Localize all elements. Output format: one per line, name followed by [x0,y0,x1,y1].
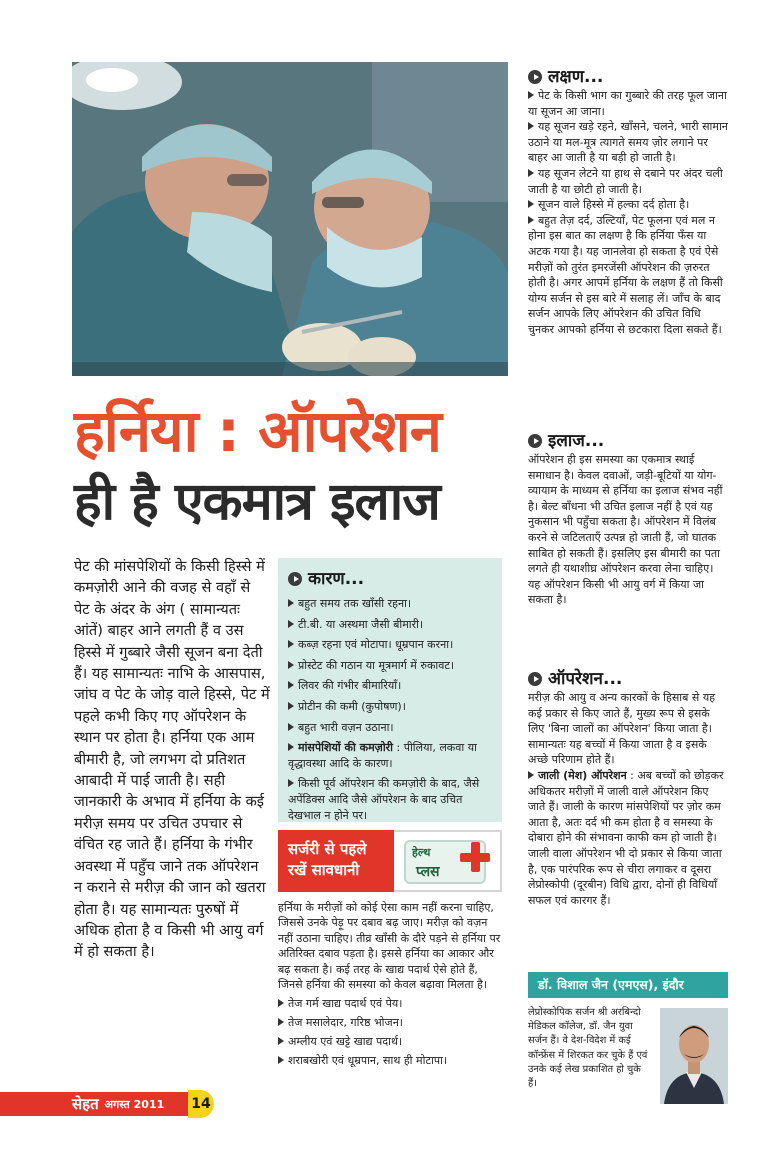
mesh-operation-paragraph [528,768,728,908]
surgeons-photo [72,62,508,376]
causes-box [278,558,502,822]
symptom-item [528,88,728,119]
precautions-list [278,996,502,1068]
red-cross-icon [460,842,490,872]
list-item [288,678,494,694]
symptom-text: यह सूजन लेटने या हाथ से दबाने पर अंदर चली जाती है या छोटी हो जाती है। [528,166,723,196]
page-number: 14 [188,1090,214,1118]
bullet-triangle-icon [528,122,534,130]
operation-heading [528,668,728,690]
treatment-heading [528,430,728,452]
treatment-title: इलाज... [548,431,605,451]
author-name: डॉ. विशाल जैन (एमएस), इंदौर [528,972,728,998]
list-item-text: तेज मसालेदार, गरिष्ठ भोजन। [288,1016,403,1030]
operation-title: ऑपरेशन... [548,669,623,689]
list-item [288,720,494,736]
precaution-banner [278,830,502,892]
bullet-triangle-icon [528,200,534,208]
symptom-text: पेट के किसी भाग का गुब्बारे की तरह फूल जाना या सूजन आ जाना। [528,89,727,118]
list-item-text: बहुत समय तक खाँसी रहना। [298,597,412,610]
bullet-triangle-icon [288,661,294,669]
symptoms-section [528,66,728,338]
symptom-item [528,213,728,338]
play-circle-icon [528,70,542,84]
list-item-text: लिवर की गंभीर बीमारियाँ। [298,679,402,693]
precautions-section [278,900,502,1072]
author-photo [660,1008,728,1104]
banner-title-line-1: सर्जरी से पहले [288,840,367,858]
list-item-text: शराबखोरी एवं धूम्रपान, साथ ही मोटापा। [288,1054,448,1068]
author-bio: लेप्रोस्कोपिक सर्जन श्री अरबिन्दो मेडिकल कॉलेज, डॉ. जैन युवा सर्जन हैं। वे देश-विदेश में कई कॉन्फ्रेंस में शिरकत कर चुके हैं एवं उनके कई लेख प्रकाशित हो चुके हैं। [528,1007,648,1090]
list-item-text: : पीलिया, लकवा या वृद्धावस्था आदि के कारण। [288,741,477,770]
play-circle-icon [528,672,542,686]
symptom-item [528,119,728,166]
bullet-triangle-icon [288,599,294,607]
bullet-triangle-icon [278,999,284,1007]
bullet-triangle-icon [528,91,534,99]
health-plus-logo [394,830,502,892]
bullet-triangle-icon [528,169,534,177]
mesh-operation-text: : अब बच्चों को छोड़कर अधिकतर मरीज़ों में जाली वाले ऑपरेशन किए जाते हैं। जाली के कारण मांसपेशियों पर ज़ोर कम आता है, अतः दर्द भी कम होता है व समस्या के दोबारा होने की संभावना काफी कम हो जाती है। जाली वाला ऑपरेशन भी दो प्रकार से किया जाता है, एक पारंपरिक रूप से चीरा लगाकर व दूसरा लेप्रोस्कोपी (दूरबीन) विधि द्वारा, दोनों ही विधियाँ सफल एवं कारगर हैं। [528,768,724,907]
list-item [288,699,494,715]
banner-title-line-2: रखें सावधानी [288,861,360,879]
intro-paragraph: पेट की मांसपेशियों के किसी हिस्से में कमज़ोरी आने की वजह से वहाँ से पेट के अंदर के अंग ( सामान्यतः आंतें) बाहर आने लगती हैं व उस हिस्से में गुब्बारे जैसी सूजन बना देती हैं। यह सामान्यतः नाभि के आसपास, जांघ व पेट के जोड़ वाले हिस्से, पेट में पहले कभी किए गए ऑपरेशन के स्थान पर होता है। हर्निया एक आम बीमारी है, जो लगभग दो प्रतिशत आबादी में पाई जाती है। सही जानकारी के अभाव में हर्निया के कई मरीज़ समय पर उचित उपचार से वंचित रह जाते हैं। हर्निया के गंभीर अवस्था में पहुँच जाने तक ऑपरेशन न कराने से मरीज़ की जान को खतरा होता है। यह सामान्यतः पुरुषों में अधिक होता है व किसी भी आयु वर्ग में हो सकता है। [74,558,270,961]
banner-title [278,830,394,892]
list-item-bold-text: मांसपेशियों की कमज़ोरी [298,741,394,755]
list-item-text: किसी पूर्व ऑपरेशन की कमज़ोरी के बाद, जैसे अपेंडिक्स आदि जैसे ऑपरेशन के बाद उचित देखभाल न होने पर। [288,777,480,822]
play-circle-icon [528,434,542,448]
list-item [278,1053,502,1068]
list-item [288,617,494,633]
bullet-triangle-icon [278,1018,284,1026]
list-item-text: बहुत भारी वज़न उठाना। [298,720,394,734]
list-item-text: प्रोस्टेट की गठान या मूत्रमार्ग में रुकावट। [298,658,455,672]
bullet-triangle-icon [278,1056,284,1064]
bullet-triangle-icon [278,1037,284,1045]
precautions-intro: हर्निया के मरीज़ों को कोई ऐसा काम नहीं करना चाहिए, जिससे उनके पेड़ू पर दबाव बढ़ जाए। मरीज़ को वज़न नहीं उठाना चाहिए। तीव्र खाँसी के दौरे पड़ने से हर्निया पर अतिरिक्त दबाव पड़ता है। इससे हर्निया का आकार और बढ़ सकता है। कई तरह के खाद्य पदार्थ ऐसे होते हैं, जिनसे हर्निया की समस्या को केवल बढ़ावा मिलता है। [278,901,501,992]
bullet-triangle-icon [288,681,294,689]
treatment-paragraph: ऑपरेशन ही इस समस्या का एकमात्र स्थाई समाधान है। केवल दवाओं, जड़ी-बूटियों या योग-व्यायाम के माध्यम से हर्निया का इलाज संभव नहीं है। बेल्ट बाँधना भी उचित इलाज नहीं है एवं यह नुकसान भी पहुँचा सकता है। ऑपरेशन में विलंब करने से जटिलताएँ उत्पन्न हो जाती हैं, जो घातक साबित हो सकती हैं। इसलिए इस बीमारी का पता लगते ही यथाशीघ्र ऑपरेशन करवा लेना चाहिए। यह ऑपरेशन किसी भी आयु वर्ग में किया जा सकता है। [528,453,723,607]
logo-text-bottom: प्लस [416,864,440,880]
list-item [288,740,494,771]
bullet-triangle-icon [288,779,294,787]
bullet-triangle-icon [288,723,294,731]
list-item-text: कब्ज़ रहना एवं मोटापा। धूम्रपान करना। [298,638,454,652]
bullet-triangle-icon [288,702,294,710]
operation-paragraph: मरीज़ की आयु व अन्य कारकों के हिसाब से यह कई प्रकार से किए जाते हैं, मुख्य रूप से इसके लिए 'बिना जालों का ऑपरेशन' किया जाता है। सामान्यतः यह बच्चों में किया जाता है व इसके अच्छे परिणाम होते हैं। [528,691,716,767]
play-circle-icon [288,572,302,586]
symptom-text: सूजन वाले हिस्से में हल्का दर्द होता है। [538,198,690,212]
operation-section [528,668,728,908]
causes-title: कारण... [308,569,365,589]
mesh-operation-label: जाली (मेश) ऑपरेशन [538,768,627,782]
logo-text-top: हेल्थ [412,846,431,859]
magazine-name: सेहत [72,1095,99,1113]
symptoms-title: लक्षण... [548,67,604,87]
list-item [278,996,502,1011]
causes-list [288,596,494,823]
symptom-item [528,166,728,197]
list-item [288,596,494,612]
list-item [288,658,494,674]
causes-heading [288,568,494,590]
list-item [278,1015,502,1030]
page-footer [0,1092,188,1116]
symptom-text: बहुत तेज़ दर्द, उल्टियाँ, पेट फूलना एवं मल न होना इस बात का लक्षण है कि हर्निया फँस या अटक गया है। यह जानलेवा हो सकता है एवं ऐसे मरीज़ों को तुरंत इमरजेंसी ऑपरेशन की ज़रुरत होती है। अगर आपमें हर्निया के लक्षण हैं तो किसी योग्य सर्जन से इस बारे में सलाह लें। जाँच के बाद सर्जन आपके लिए ऑपरेशन की उचित विधि चुनकर आपको हर्निया से छटकारा दिला सकते हैं। [528,213,723,336]
list-item-text: टी.बी. या अस्थमा जैसी बीमारी। [298,617,424,631]
list-item-text: प्रोटीन की कमी (कुपोषण)। [298,699,406,713]
list-item-text: तेज गर्म खाद्य पदार्थ एवं पेय। [288,997,403,1011]
symptom-text: यह सूजन खड़े रहने, खाँसने, चलने, भारी सामान उठाने या मल-मूत्र त्यागते समय ज़ोर लगाने पर बाहर आ जाती है या बड़ी हो जाती है। [528,120,728,165]
symptoms-heading [528,66,728,88]
issue-date: अगस्त 2011 [104,1097,165,1111]
list-item-text: अम्लीय एवं खट्टे खाद्य पदार्थ। [288,1035,403,1049]
bullet-triangle-icon [288,640,294,648]
bullet-triangle-icon [288,620,294,628]
list-item [288,637,494,653]
bullet-triangle-icon [528,771,534,779]
list-item [278,1034,502,1049]
headline-line-1: हर्निया : ऑपरेशन [74,397,441,465]
bullet-triangle-icon [528,216,534,224]
bullet-triangle-icon [288,743,294,751]
treatment-section [528,430,728,608]
headline-line-2: ही है एकमात्र इलाज [74,472,440,532]
symptom-item [528,197,728,213]
list-item [288,776,494,823]
